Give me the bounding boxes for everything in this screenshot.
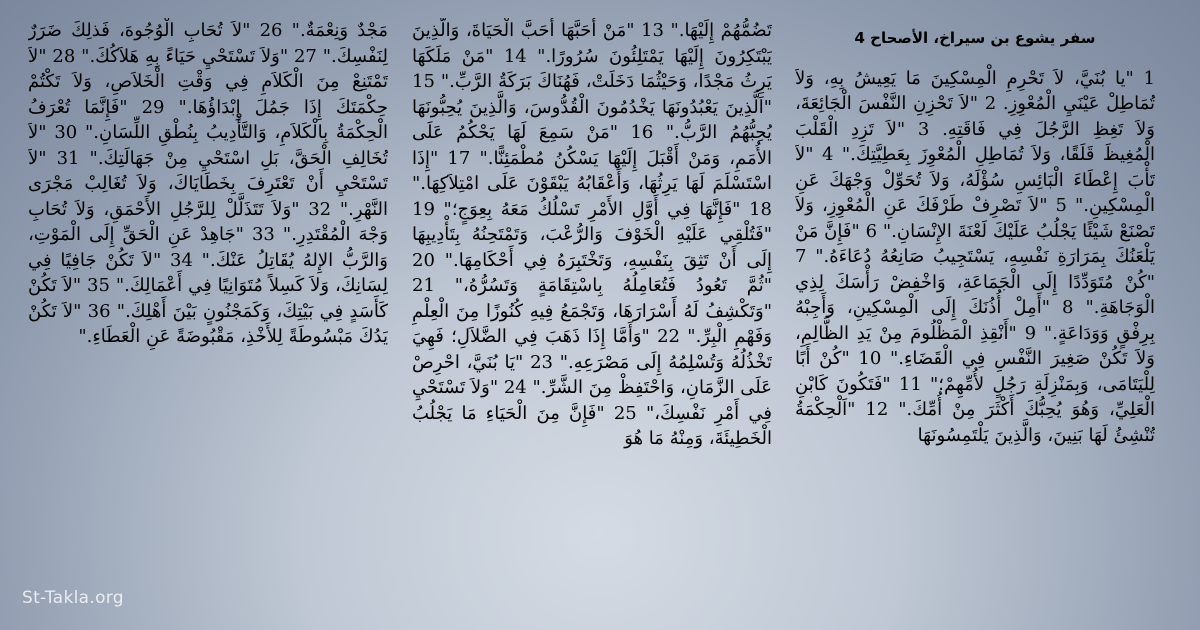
column-left xyxy=(28,18,388,618)
column-left-text: مَجْدٌ وَنِعْمَةٌ." 26 "لاَ تُحَابِ الْوُجُوهَ، فَذلِكَ ضَرَرٌ لِنَفْسِكَ." 27 "وَلاَ تَسْتَحْيِ حَيَاءً بِهِ هَلاَكُكَ." 28 "لاَ تَمْتَنِعْ مِنَ الْكَلاَمِ فِي وَقْتِ الْخَلاَصِ، وَلاَ تَكْتُمْ حِكْمَتَكَ إِذَا جَمُلَ إِبْدَاؤُهَا." 29 "فَإِنَّمَا تُعْرَفُ الْحِكْمَةُ بِالْكَلاَمِ، وَالتَّأْدِيبُ بِنُطْقِ اللِّسَانِ." 30 "لاَ تُخَالِفِ الْحَقَّ، بَلِ اسْتَحْيِ مِنْ جَهَالَتِكَ." 31 "لاَ تَسْتَحْيِ أَنْ تَعْتَرِفَ بِخَطَايَاكَ، وَلاَ تُغَالِبْ مَجْرَى النَّهْرِ." 32 "وَلاَ تَتَذَلَّلْ لِلرَّجُلِ الأَحْمَقِ، وَلاَ تُحَابِ وَجْهَ الْمُقْتَدِرِ." 33 "جَاهِدْ عَنِ الْحَقِّ إِلَى الْمَوْتِ، وَالرَّبُّ الإِلهُ يُقَاتِلُ عَنْكَ." 34 "لاَ تَكُنْ جَافِيًا فِي لِسَانِكَ، وَلاَ كَسِلاً مُتَوَانِيًا فِي أَعْمَالِكَ." 35 "لاَ تَكُنْ كَأَسَدٍ فِي بَيْتِكَ، وَكَمَجْنُونٍ بَيْنَ أَهْلِكَ." 36 "لاَ تَكُنْ يَدُكَ مَبْسُوطَةً لِلأَخْذِ، مَقْبُوضَةً عَنِ الْعَطَاءِ." xyxy=(28,20,388,347)
column-right-text: 1 "يا بُنَيَّ، لاَ تَحْرِمِ الْمِسْكِينَ مَا يَعِيشُ بِهِ، وَلاَ تُمَاطِلْ عَيْنَيِ الْمُعْوِزِ. 2 "لاَ تَحْزِنِ النَّفْسَ الْجَائِعَةَ، وَلاَ تَغِظِ الرَّجُلَ فِي فَاقَتِهِ. 3 "لاَ تَزِدِ الْقَلْبَ الْمُغِيظَ قَلَقًا، وَلاَ تُمَاطِلِ الْمُعْوِزَ بِعَطِيَّتِكَ." 4 "لاَ تَأْبَ إِعْطَاءَ الْبَائِسِ سُؤْلَهُ، وَلاَ تُحَوِّلْ وَجْهَكَ عَنِ الْمِسْكِينِ." 5 "لاَ تَصْرِفْ طَرْفَكَ عَنِ الْمُعْوِزِ، وَلاَ تَصْنَعْ شَيْئًا يَجْلُبُ عَلَيْكَ لَعْنَةَ الإِنْسَانِ." 6 "فَإِنَّ مَنْ يَلْعَنُكَ بِمَرَارَةِ نَفْسِهِ، يَسْتَجِيبُ صَانِعُهُ دُعَاءَهُ." 7 "كُنْ مُتَوَدِّدًا إِلَى الْجَمَاعَةِ، وَاخْفِضْ رَأْسَكَ لِذِي الْوَجَاهَةِ." 8 "أَمِلْ أُذُنَكَ إِلَى الْمِسْكِينِ، وَأَجِبْهُ بِرِفْقٍ وَوَدَاعَةٍ." 9 "أَنْقِذِ الْمَظْلُومَ مِنْ يَدِ الظَّالِمِ، وَلاَ تَكُنْ صَغِيرَ النَّفْسِ فِي الْقَضَاءِ." 10 "كُنْ أَبًا لِلْيَتَامَى، وَبِمَنْزِلَةِ رَجُلٍ لأُمِّهِمْ؛" 11 "فَتَكُونَ كَابْنِ الْعَلِيِّ، وَهُوَ يُحِبُّكَ أَكْثَرَ مِنْ أُمِّكَ." 12 "اَلْحِكْمَةُ تُنْشِئُ لَهَا بَنِينَ، وَالَّذِينَ يَلْتَمِسُونَهَا xyxy=(795,67,1155,446)
column-middle-text: تَضُمُّهُمْ إِلَيْهَا." 13 "مَنْ أَحَبَّهَا أَحَبَّ الْحَيَاةَ، وَالَّذِينَ يَبْتَكِرُونَ إِلَيْهَا يَمْتَلِئُونَ سُرُورًا." 14 "مَنْ مَلَكَهَا يَرِثُ مَجْدًا، وَحَيْثُمَا دَخَلَتْ، فَهُنَاكَ بَرَكَةُ الرَّبِّ." 15 "اَلَّذِينَ يَعْبُدُونَهَا يَخْدُمُونَ الْقُدُّوسَ، وَالَّذِينَ يُحِبُّونَهَا يُحِبُّهُمُ الرَّبُّ." 16 "مَنْ سَمِعَ لَهَا يَحْكُمُ عَلَى الأُمَمِ، وَمَنْ أَقْبَلَ إِلَيْهَا يَسْكُنُ مُطْمَئِنًّا." 17 "إِذَا اسْتَسْلَمَ لَهَا يَرِثُهَا، وَأَعْقَابُهُ يَبْقَوْنَ عَلَى امْتِلاَكِهَا." 18 "فَإِنَّهَا فِي أَوَّلِ الأَمْرِ تَسْلُكُ مَعَهُ بِعِوَجٍ؛" 19 "فَتُلْقِي عَلَيْهِ الْخَوْفَ وَالرُّعْبَ، وَتَمْتَحِنُهُ بِتَأْدِيبِهَا إِلَى أَنْ تَثِقَ بِنَفْسِهِ، وَتَخْتَبِرَهُ فِي أَحْكَامِهَا." 20 "ثُمَّ تَعُودُ فَتُعَامِلُهُ بِاسْتِقَامَةٍ وَتَسُرُّهُ،" 21 "وَتَكْشِفُ لَهُ أَسْرَارَهَا، وَتَجْمَعُ فِيهِ كُنُوزًا مِنَ الْعِلْمِ وَفَهْمِ الْبِرِّ." 22 "وَأَمَّا إِذَا ذَهَبَ فِي الضَّلاَلِ؛ فَهِيَ تَخْذُلُهُ وَتُسْلِمُهُ إِلَى مَصْرَعِهِ." 23 "يَا بُنَيَّ، احْرِصْ عَلَى الزَّمَانِ، وَاحْتَفِظْ مِنَ الشَّرِّ." 24 "وَلاَ تَسْتَحْيِ فِي أَمْرِ نَفْسِكَ،" 25 "فَإِنَّ مِنَ الْحَيَاءِ مَا يَجْلُبُ الْخَطِيئَةَ، وَمِنْهُ مَا هُوَ xyxy=(412,20,772,449)
column-middle xyxy=(412,18,772,618)
column-right xyxy=(795,18,1155,618)
watermark-logo: St-Takla.org xyxy=(22,588,124,608)
chapter-title: سفر يشوع بن سيراخ، الأصحاح 4 xyxy=(854,29,1096,47)
